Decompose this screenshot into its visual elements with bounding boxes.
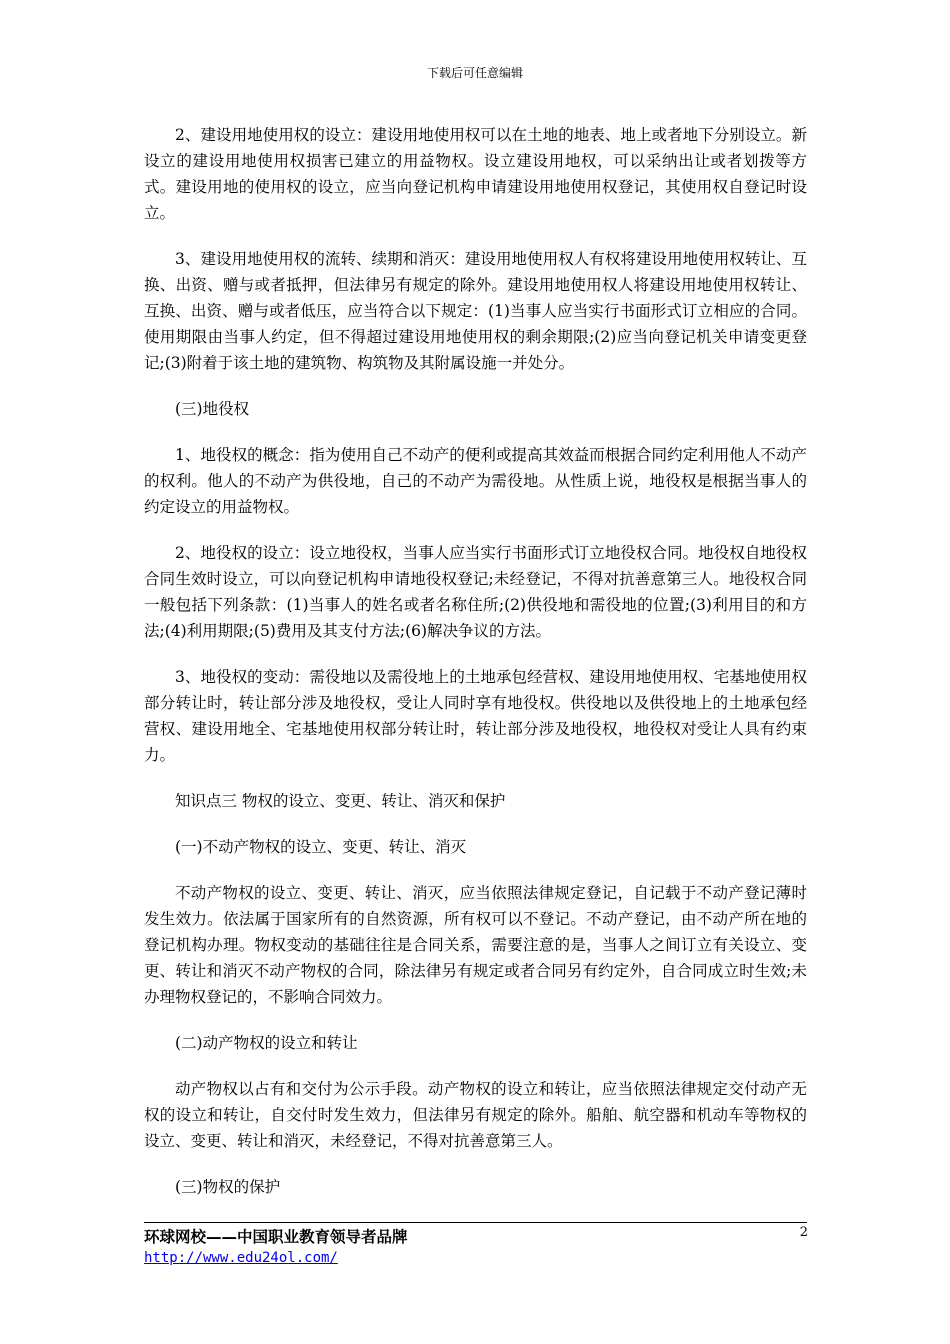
section-heading-property-protection: (三)物权的保护 — [175, 1178, 281, 1196]
paragraph-immovable-property: 不动产物权的设立、变更、转让、消灭，应当依照法律规定登记，自记载于不动产登记薄时发生效力。依法属于国家所有的自然资源，所有权可以不登记。不动产登记，由不动产所在地的登记机构办理。物权变动的基础往往是合同关系，需要注意的是，当事人之间订立有关设立、变更、转让和消灭不动产物权的合同，除法律另有规定或者合同另有约定外，自合同成立时生效;未办理物权登记的，不影响合同效力。 — [144, 884, 807, 1006]
paragraph-land-use-right-establishment: 2、建设用地使用权的设立：建设用地使用权可以在土地的地表、地上或者地下分别设立。新设立的建设用地使用权损害已建立的用益物权。设立建设用地权，可以采纳出让或者划拨等方式。建设用地的使用权的设立，应当向登记机构申请建设用地使用权登记，其使用权自登记时设立。 — [144, 126, 807, 222]
document-body — [144, 122, 807, 1220]
paragraph-movable-property: 动产物权以占有和交付为公示手段。动产物权的设立和转让，应当依照法律规定交付动产无权的设立和转让，自交付时发生效力，但法律另有规定的除外。船舶、航空器和机动车等物权的设立、变更、转让和消灭，未经登记，不得对抗善意第三人。 — [144, 1080, 807, 1150]
page-number: 2 — [799, 1225, 808, 1240]
section-heading-movable-property: (二)动产物权的设立和转让 — [175, 1034, 358, 1052]
paragraph-easement-concept: 1、地役权的概念：指为使用自己不动产的便利或提高其效益而根据合同约定利用他人不动产的权利。他人的不动产为供役地，自己的不动产为需役地。从性质上说，地役权是根据当事人的约定设立的用益物权。 — [144, 446, 807, 516]
paragraph-easement-change: 3、地役权的变动：需役地以及需役地上的土地承包经营权、建设用地使用权、宅基地使用权部分转让时，转让部分涉及地役权，受让人同时享有地役权。供役地以及供役地上的土地承包经营权、建设用地全、宅基地使用权部分转让时，转让部分涉及地役权，地役权对受让人具有约束力。 — [144, 668, 807, 764]
section-heading-knowledge-point-three: 知识点三 物权的设立、变更、转让、消灭和保护 — [175, 792, 506, 810]
footer-website-link[interactable]: http://www.edu24ol.com/ — [144, 1250, 338, 1266]
paragraph-land-use-right-transfer: 3、建设用地使用权的流转、续期和消灭：建设用地使用权人有权将建设用地使用权转让、互换、出资、赠与或者抵押，但法律另有规定的除外。建设用地使用权人将建设用地使用权转让、互换、出资、赠与或者低压，应当符合以下规定：(1)当事人应当实行书面形式订立相应的合同。使用期限由当事人约定，但不得超过建设用地使用权的剩余期限;(2)应当向登记机关申请变更登记;(3)附着于该土地的建筑物、构筑物及其附属设施一并处分。 — [144, 250, 807, 372]
section-heading-immovable-property: (一)不动产物权的设立、变更、转让、消灭 — [175, 838, 467, 856]
paragraph-easement-establishment: 2、地役权的设立：设立地役权，当事人应当实行书面形式订立地役权合同。地役权自地役权合同生效时设立，可以向登记机构申请地役权登记;未经登记，不得对抗善意第三人。地役权合同一般包括下列条款：(1)当事人的姓名或者名称住所;(2)供役地和需役地的位置;(3)利用目的和方法;(4)利用期限;(5)费用及其支付方法;(6)解决争议的方法。 — [144, 544, 807, 640]
section-heading-easement: (三)地役权 — [175, 400, 250, 418]
header-note: 下载后可任意编辑 — [426, 66, 523, 80]
footer-divider — [144, 1222, 807, 1223]
footer-brand: 环球网校——中国职业教育领导者品牌 — [144, 1228, 408, 1246]
